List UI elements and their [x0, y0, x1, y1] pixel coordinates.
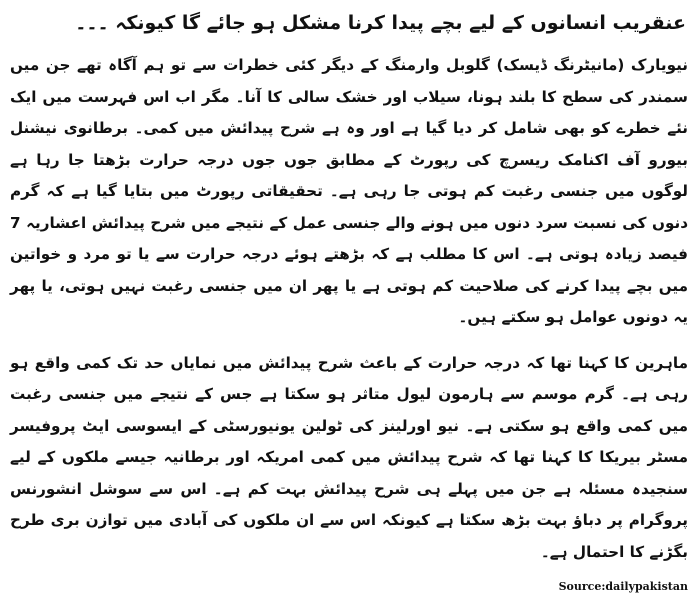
source-credit: Source:dailypakistan	[558, 580, 688, 593]
article	[10, 6, 688, 578]
article-paragraph-2: ماہرین کا کہنا تھا کہ درجہ حرارت کے باعث شرح پیدائش میں نمایاں حد تک کمی واقع ہو رہی ہے۔ گرم موسم سے ہارمون لیول متاثر ہو سکتا ہے جس کے نتیجے میں جنسی رغبت میں کمی واقع ہو سکتی ہے۔ نیو اورلینز کی ٹولین یونیورسٹی کے ایسوسی ایٹ پروفیسر مسٹر بیریکا کا کہنا تھا کہ شرح پیدائش میں کمی امریکہ اور برطانیہ جیسے ملکوں کے لیے سنجیدہ مسئلہ ہے جن میں پہلے ہی شرح پیدائش بہت کم ہے۔ اس سے سوشل انشورنس پروگرام پر دباؤ بہت بڑھ سکتا ہے کیونکہ اس سے ان ملکوں کی آبادی میں توازن بری طرح بگڑنے کا احتمال ہے۔	[10, 353, 688, 561]
article-headline: عنقریب انسانوں کے لیے بچے پیدا کرنا مشکل ہو جائے گا کیونکہ ۔۔۔	[75, 12, 686, 34]
article-paragraph-1: نیویارک (مانیٹرنگ ڈیسک) گلوبل وارمنگ کے دیگر کئی خطرات سے تو ہم آگاہ تھے جن میں سمندر کی سطح کا بلند ہونا، سیلاب اور خشک سالی کا آنا۔ مگر اب اس فہرست میں ایک نئے خطرے کو بھی شامل کر دیا گیا ہے اور وہ ہے شرح پیدائش میں کمی۔ برطانوی نیشنل بیورو آف اکنامک ریسرچ کی رپورٹ کے مطابق جوں جوں درجہ حرارت بڑھتا جا رہا ہے لوگوں میں جنسی رغبت کم ہوتی جا رہی ہے۔ تحقیقاتی رپورٹ میں بتایا گیا ہے کہ گرم دنوں کی نسبت سرد دنوں میں ہونے والے جنسی عمل کے نتیجے میں شرح پیدائش اعشاریہ 7 فیصد زیادہ ہوتی ہے۔ اس کا مطلب ہے کہ بڑھتے ہوئے درجہ حرارت سے یا تو مرد و خواتین میں بچے پیدا کرنے کی صلاحیت کم ہوتی ہے یا پھر ان میں جنسی رغبت نہیں ہوتی، یا پھر یہ دونوں عوامل ہو سکتے ہیں۔	[10, 56, 688, 326]
